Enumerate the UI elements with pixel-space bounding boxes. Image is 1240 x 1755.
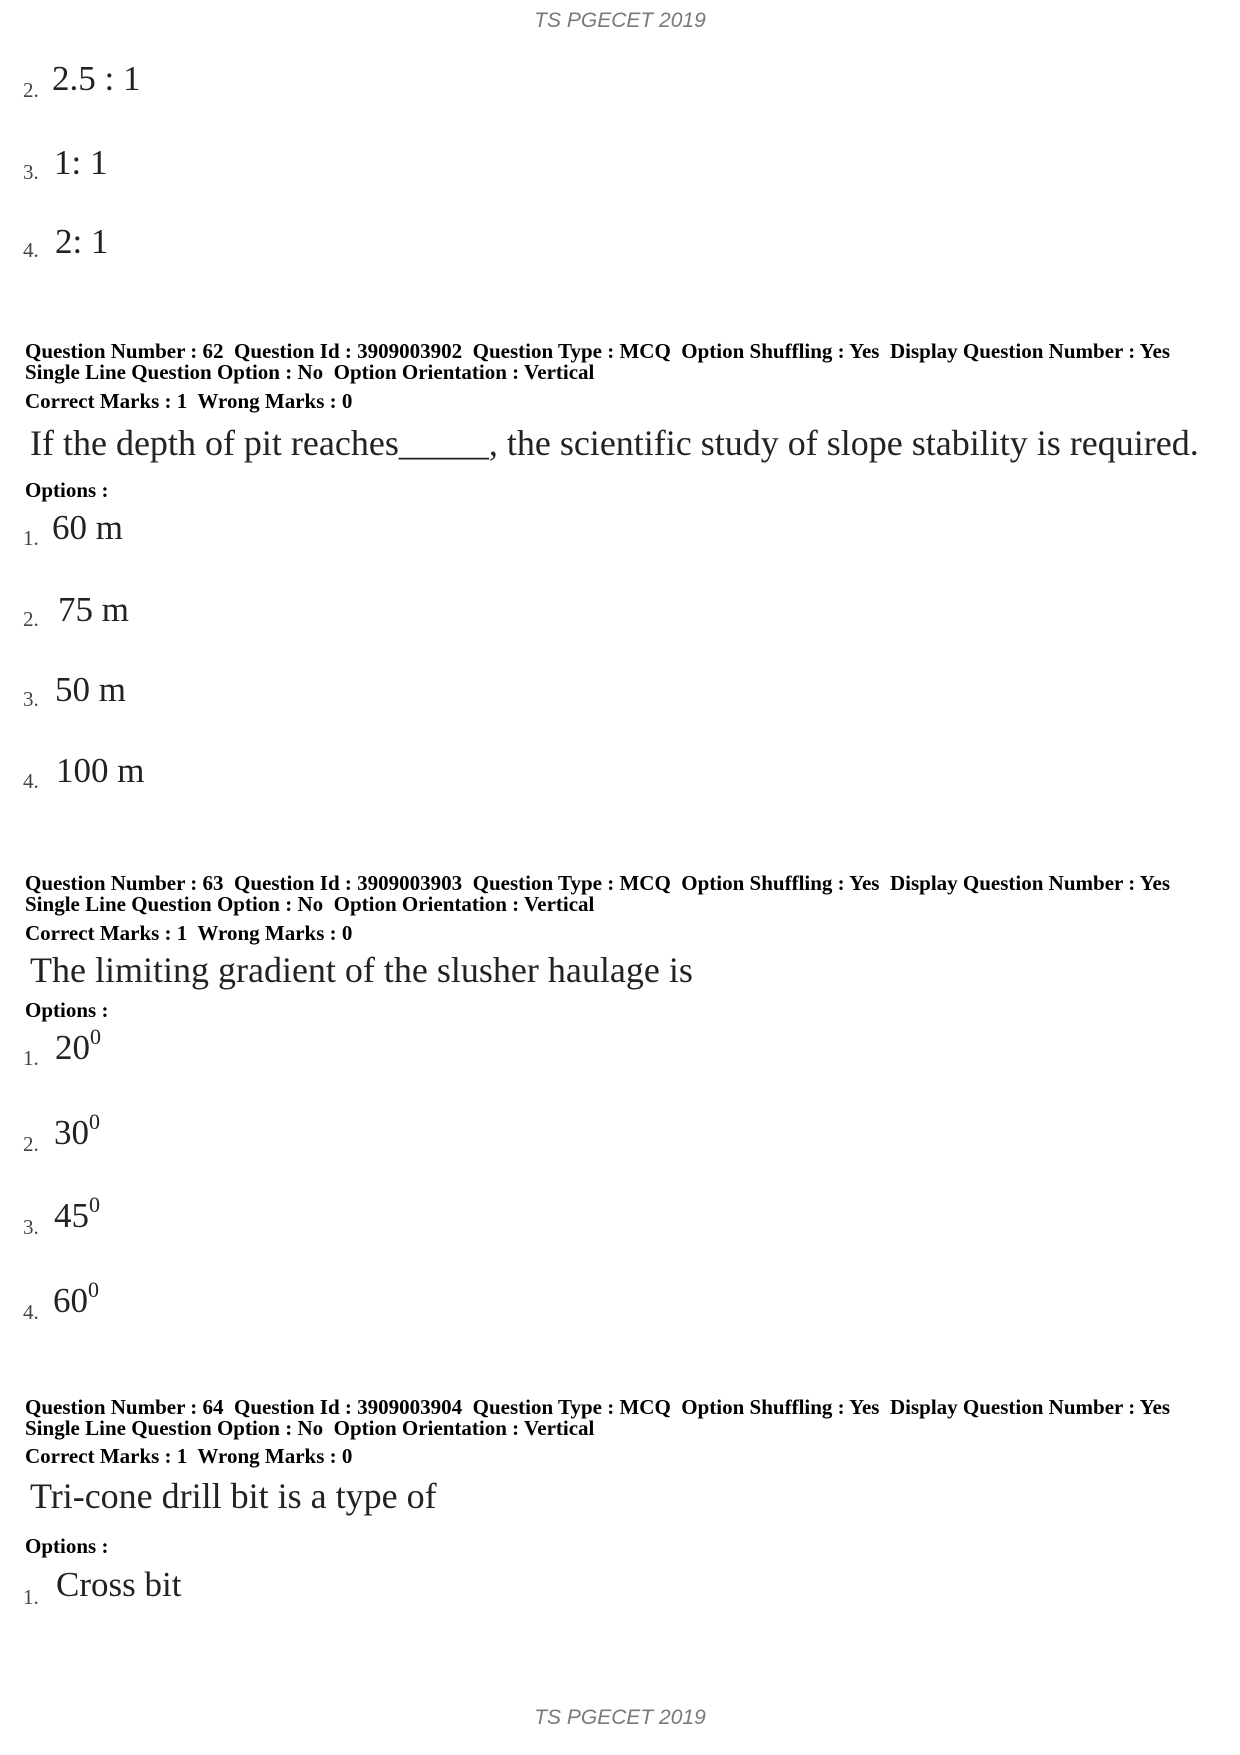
page-footer: TS PGECET 2019 [534,1706,706,1729]
option-superscript: 0 [88,1277,99,1302]
option-text: 1: 1 [54,143,108,182]
option-text: Cross bit [56,1565,182,1604]
option-number: 4. [23,1300,39,1324]
question-meta-line: Single Line Question Option : No Option Orientation : Vertical [25,360,595,384]
option-number: 3. [23,160,39,184]
option-number: 3. [23,1215,39,1239]
question-text: The limiting gradient of the slusher haulage is [30,950,693,990]
option-number: 1. [23,1585,39,1609]
options-label: Options : [25,1534,109,1558]
option-text: 2.5 : 1 [52,59,141,98]
option-superscript: 0 [89,1109,100,1134]
question-meta-line: Question Number : 64 Question Id : 3909003904 Question Type : MCQ Option Shuffling : Yes Display Question Number : Yes [25,1395,1171,1419]
question-meta-line: Single Line Question Option : No Option Orientation : Vertical [25,892,595,916]
option-text: 50 m [55,670,126,709]
question-marks: Correct Marks : 1 Wrong Marks : 0 [25,921,353,945]
option-number: 4. [23,769,39,793]
option-superscript: 0 [90,1024,101,1049]
option-number: 3. [23,687,39,711]
option-text [53,1277,99,1320]
option-number: 1. [23,526,39,550]
option-base: 60 [53,1281,88,1320]
options-label: Options : [25,478,109,502]
question-meta-line: Question Number : 63 Question Id : 3909003903 Question Type : MCQ Option Shuffling : Yes Display Question Number : Yes [25,871,1171,895]
option-base: 30 [54,1113,89,1152]
option-text [54,1192,100,1235]
option-text [54,1109,100,1152]
option-number: 2. [23,78,39,102]
question-meta-line: Question Number : 62 Question Id : 3909003902 Question Type : MCQ Option Shuffling : Yes Display Question Number : Yes [25,339,1171,363]
option-number: 2. [23,607,39,631]
question-marks: Correct Marks : 1 Wrong Marks : 0 [25,389,353,413]
option-superscript: 0 [89,1192,100,1217]
question-meta-line: Single Line Question Option : No Option Orientation : Vertical [25,1416,595,1440]
option-number: 4. [23,238,39,262]
option-number: 2. [23,1132,39,1156]
option-text: 60 m [52,508,123,547]
question-text: Tri-cone drill bit is a type of [30,1476,437,1516]
option-text: 2: 1 [55,222,109,261]
option-text: 100 m [56,751,145,790]
options-label: Options : [25,998,109,1022]
option-base: 45 [54,1196,89,1235]
page-header: TS PGECET 2019 [534,9,706,32]
option-base: 20 [55,1028,90,1067]
question-marks: Correct Marks : 1 Wrong Marks : 0 [25,1444,353,1468]
option-text [55,1024,101,1067]
option-text: 75 m [58,590,129,629]
option-number: 1. [23,1046,39,1070]
question-text: If the depth of pit reaches_____, the scientific study of slope stability is required. [30,423,1199,463]
